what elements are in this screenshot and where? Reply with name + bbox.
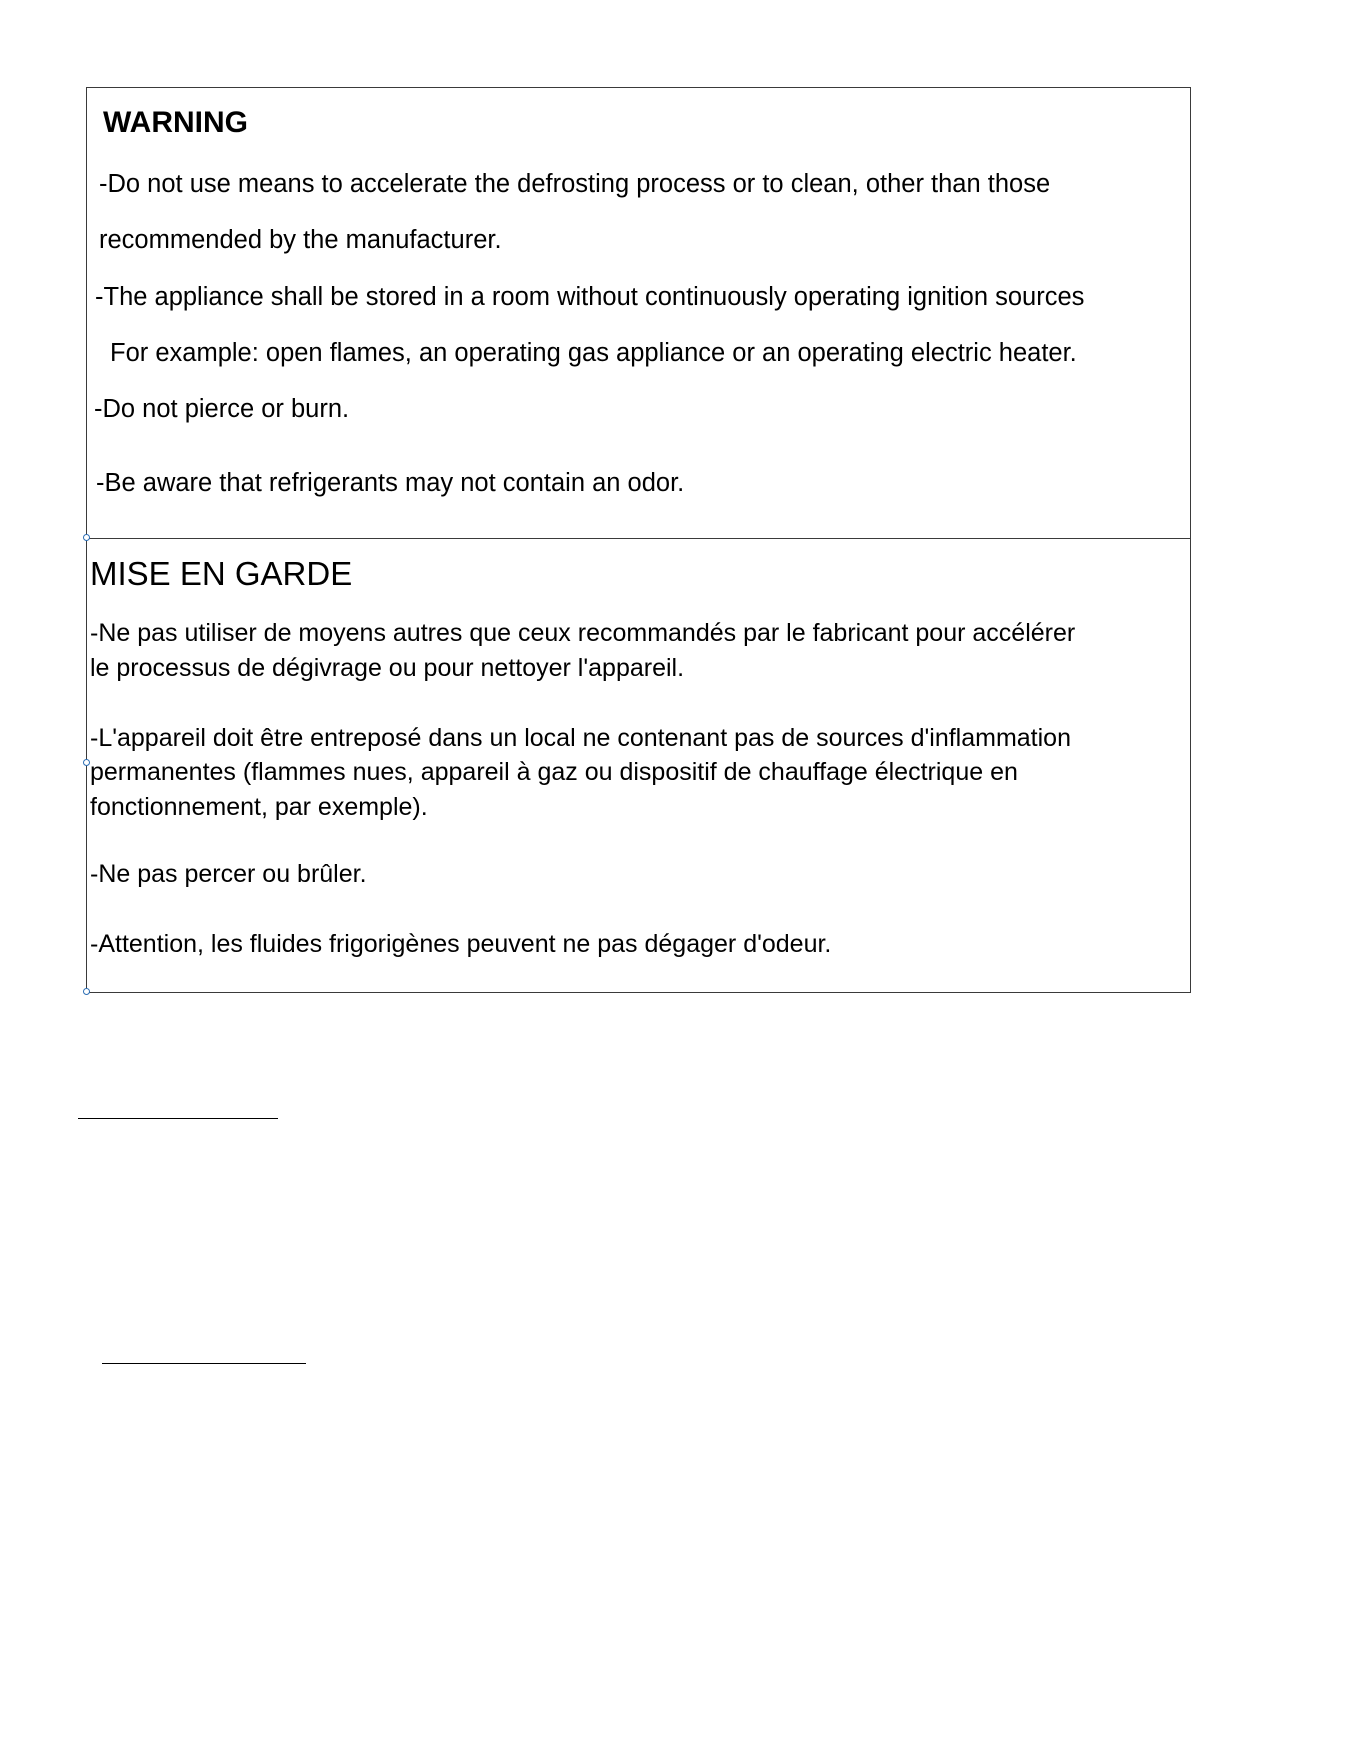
warning-title: WARNING: [103, 106, 248, 139]
warning-line-odor: -Be aware that refrigerants may not contain an odor.: [96, 469, 685, 497]
selection-handle-middle[interactable]: [83, 759, 90, 766]
selection-handle-bottom[interactable]: [83, 988, 90, 995]
mise-en-garde-line-fonctionnement: fonctionnement, par exemple).: [90, 793, 428, 821]
warning-line-manufacturer: recommended by the manufacturer.: [99, 226, 502, 254]
mise-en-garde-line-permanentes: permanentes (flammes nues, appareil à gaz ou dispositif de chauffage électrique en: [90, 758, 1018, 786]
mise-en-garde-title: MISE EN GARDE: [90, 555, 353, 592]
mise-en-garde-line-percer: -Ne pas percer ou brûler.: [90, 860, 367, 888]
warning-line-example: For example: open flames, an operating gas appliance or an operating electric heater.: [110, 339, 1077, 367]
mise-en-garde-line-degivrage: le processus de dégivrage ou pour nettoyer l'appareil.: [90, 654, 685, 682]
warning-label-box: [86, 87, 1191, 993]
mise-en-garde-line-entrepose: -L'appareil doit être entreposé dans un local ne contenant pas de sources d'inflammation: [90, 724, 1071, 752]
warning-line-pierce: -Do not pierce or burn.: [94, 395, 350, 423]
selection-handle-top[interactable]: [83, 534, 90, 541]
section-divider: [87, 538, 1190, 539]
blank-signature-line-2: [102, 1363, 306, 1364]
mise-en-garde-line-moyens: -Ne pas utiliser de moyens autres que ceux recommandés par le fabricant pour accélérer: [90, 619, 1076, 647]
blank-signature-line-1: [78, 1118, 278, 1119]
warning-line-storage: -The appliance shall be stored in a room without continuously operating ignition sources: [95, 283, 1085, 311]
warning-line-defrosting: -Do not use means to accelerate the defrosting process or to clean, other than those: [99, 170, 1051, 198]
mise-en-garde-line-odeur: -Attention, les fluides frigorigènes peuvent ne pas dégager d'odeur.: [90, 930, 832, 958]
